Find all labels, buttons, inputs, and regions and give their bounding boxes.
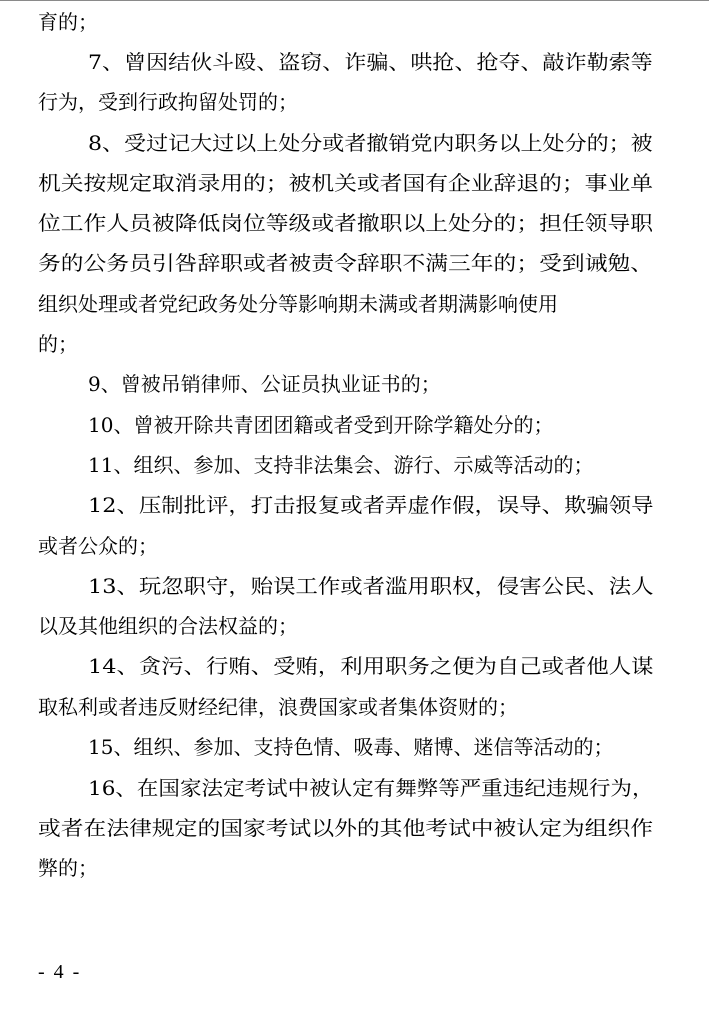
- text-line: 16、在国家法定考试中被认定有舞弊等严重违纪违规行为，: [88, 776, 654, 800]
- text-line: 组织处理或者党纪政务处分等影响期未满或者期满影响使用: [38, 292, 558, 316]
- text-line: 9、曾被吊销律师、公证员执业证书的；: [88, 372, 441, 396]
- text-line: 或者公众的；: [38, 534, 158, 558]
- text-line: 务的公务员引咎辞职或者被责令辞职不满三年的；受到诫勉、: [38, 251, 653, 275]
- text-line: 7、曾因结伙斗殴、盗窃、诈骗、哄抢、抢夺、敲诈勒索等: [88, 50, 653, 74]
- text-line: 14、贪污、行贿、受贿，利用职务之便为自己或者他人谋: [88, 654, 654, 678]
- text-line: 的；: [38, 332, 78, 356]
- text-line: 位工作人员被降低岗位等级或者撤职以上处分的；担任领导职: [38, 211, 653, 235]
- text-line: 8、受过记大过以上处分或者撤销党内职务以上处分的；被: [88, 131, 653, 155]
- text-line: 15、组织、参加、支持色情、吸毒、赌博、迷信等活动的；: [88, 735, 614, 759]
- text-line: 12、压制批评，打击报复或者弄虚作假，误导、欺骗领导: [88, 493, 654, 517]
- text-line: 机关按规定取消录用的；被机关或者国有企业辞退的；事业单: [38, 171, 653, 195]
- text-line: 以及其他组织的合法权益的；: [38, 614, 298, 638]
- text-line: 取私利或者违反财经纪律，浪费国家或者集体资财的；: [38, 695, 518, 719]
- text-line: 育的；: [38, 10, 98, 34]
- page-number: - 4 -: [38, 961, 82, 983]
- text-line: 13、玩忽职守，贻误工作或者滥用职权，侵害公民、法人: [88, 574, 654, 598]
- text-line: 或者在法律规定的国家考试以外的其他考试中被认定为组织作: [38, 816, 653, 840]
- text-line: 10、曾被开除共青团团籍或者受到开除学籍处分的；: [88, 413, 554, 437]
- page-top-border: [0, 0, 709, 1]
- text-line: 弊的；: [38, 856, 98, 880]
- text-line: 行为，受到行政拘留处罚的；: [38, 90, 298, 114]
- text-line: 11、组织、参加、支持非法集会、游行、示威等活动的；: [88, 453, 594, 477]
